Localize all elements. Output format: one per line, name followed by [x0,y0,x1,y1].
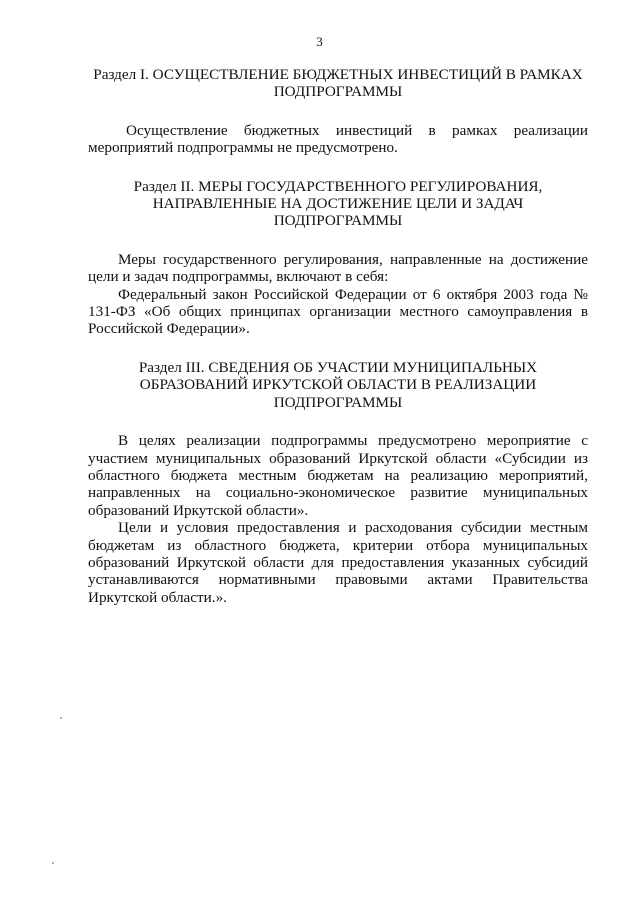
section-2-heading [88,178,588,230]
section-1 [88,66,588,157]
heading-line: ОБРАЗОВАНИЙ ИРКУТСКОЙ ОБЛАСТИ В РЕАЛИЗАЦИИ [139,376,537,394]
section-3-paragraph-2: Цели и условия предоставления и расходования субсидии местным бюджетам из областного бюджета, критерии отбора муниципальных образований Иркутской области для предоставления указанных субсидий устанавливаются нормативными правовыми актами Правительства Иркутской области.». [88,519,588,606]
heading-line: ПОДПРОГРАММЫ [273,212,403,230]
heading-line: Раздел III. СВЕДЕНИЯ ОБ УЧАСТИИ МУНИЦИПАЛЬНЫХ [138,358,538,376]
section-1-heading [88,66,588,101]
section-3 [88,359,588,606]
section-2-paragraph-2: Федеральный закон Российской Федерации от 6 октября 2003 года № 131-ФЗ «Об общих принципах организации местного самоуправления в Российской Федерации». [88,285,588,338]
heading-line: Раздел II. МЕРЫ ГОСУДАРСТВЕННОГО РЕГУЛИРОВАНИЯ, [133,177,543,195]
section-3-heading [88,359,588,411]
heading-line: НАПРАВЛЕННЫЕ НА ДОСТИЖЕНИЕ ЦЕЛИ И ЗАДАЧ [152,195,524,213]
page-number: 3 [316,34,323,49]
scan-speck [52,862,54,864]
section-2-paragraph-1: Меры государственного регулирования, направленные на достижение цели и задач подпрограммы, включают в себя: [88,250,588,286]
document-body [88,66,588,606]
section-2 [88,178,588,338]
heading-line: ПОДПРОГРАММЫ [273,393,403,411]
heading-line: Раздел I. ОСУЩЕСТВЛЕНИЕ БЮДЖЕТНЫХ ИНВЕСТИЦИЙ В РАМКАХ [93,66,583,83]
section-1-paragraph-1: Осуществление бюджетных инвестиций в рамках реализации мероприятий подпрограммы не предусмотрено. [88,121,588,157]
heading-line: ПОДПРОГРАММЫ [273,83,403,101]
scan-speck [60,717,62,719]
section-3-paragraph-1: В целях реализации подпрограммы предусмотрено мероприятие с участием муниципальных образований Иркутской области «Субсидии из областного бюджета местным бюджетам на реализацию мероприятий, направленных на социально-экономическое развитие муниципальных образований Иркутской области». [88,432,588,519]
